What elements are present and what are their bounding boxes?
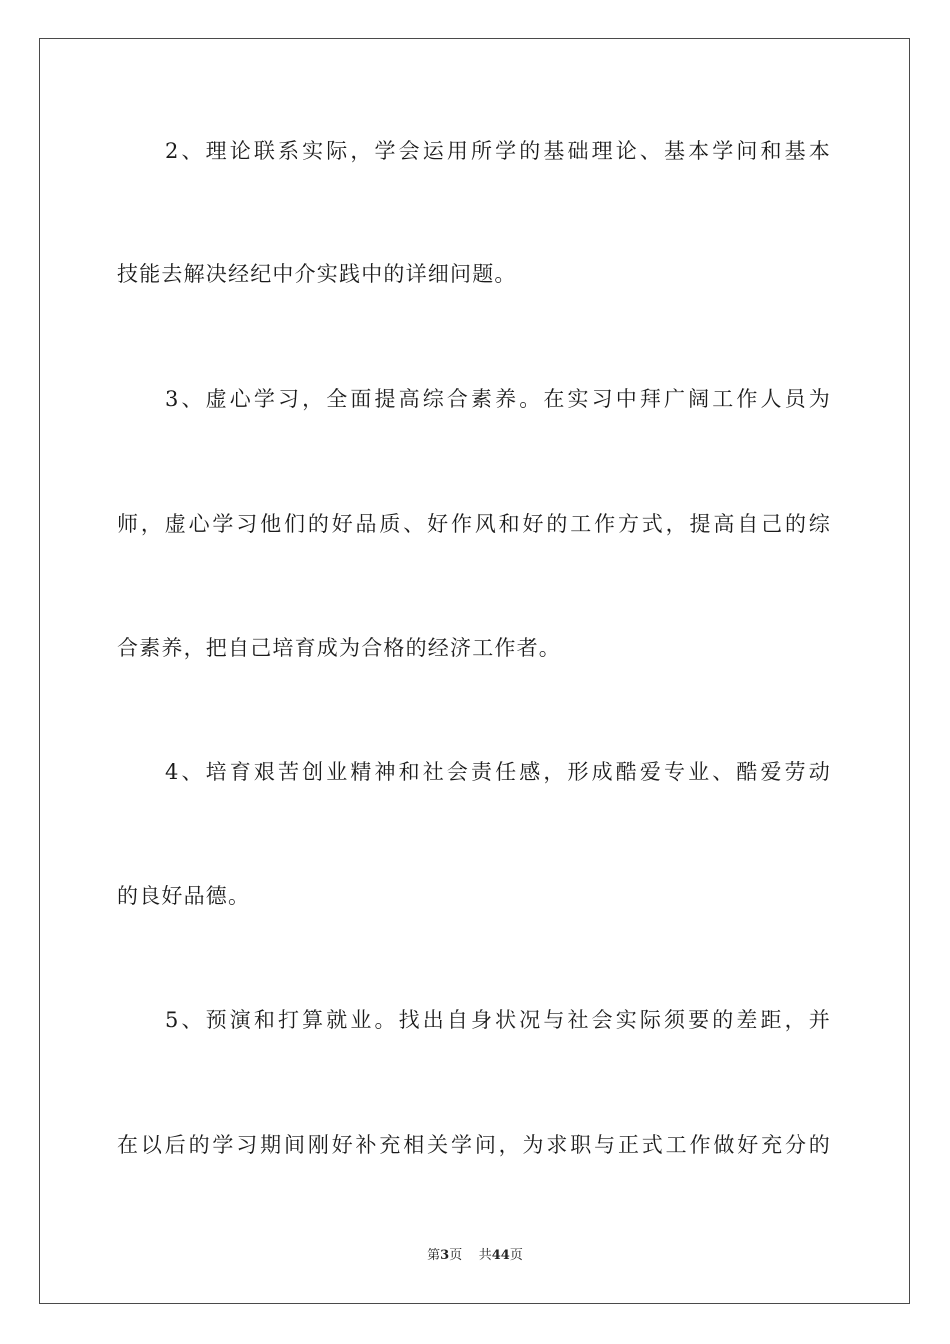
footer-page-number: 3	[440, 1248, 450, 1263]
footer-total-suffix: 页	[509, 1248, 523, 1263]
paragraph-3-line-2: 师，虚心学习他们的好品质、好作风和好的工作方式，提高自己的综	[117, 512, 831, 536]
page-border	[39, 38, 910, 1304]
paragraph-3-line-3: 合素养，把自己培育成为合格的经济工作者。	[117, 636, 561, 660]
paragraph-5-line-2: 在以后的学习期间刚好补充相关学问，为求职与正式工作做好充分的	[117, 1133, 831, 1157]
paragraph-2-line-2: 技能去解决经纪中介实践中的详细问题。	[117, 262, 517, 286]
footer-total-pages: 44	[491, 1248, 510, 1263]
paragraph-2-line-1: 2、理论联系实际，学会运用所学的基础理论、基本学问和基本	[165, 139, 831, 163]
paragraph-4-line-1: 4、培育艰苦创业精神和社会责任感，形成酷爱专业、酷爱劳动	[165, 760, 831, 784]
paragraph-5-line-1: 5、预演和打算就业。找出自身状况与社会实际须要的差距，并	[165, 1008, 831, 1032]
footer-page-suffix: 页	[449, 1248, 463, 1263]
paragraph-4-line-2: 的良好品德。	[117, 884, 251, 908]
paragraph-3-line-1: 3、虚心学习，全面提高综合素养。在实习中拜广阔工作人员为	[165, 387, 831, 411]
footer-total-prefix: 共	[478, 1248, 492, 1263]
footer-page-prefix: 第	[427, 1248, 441, 1263]
page-footer	[0, 1247, 950, 1265]
